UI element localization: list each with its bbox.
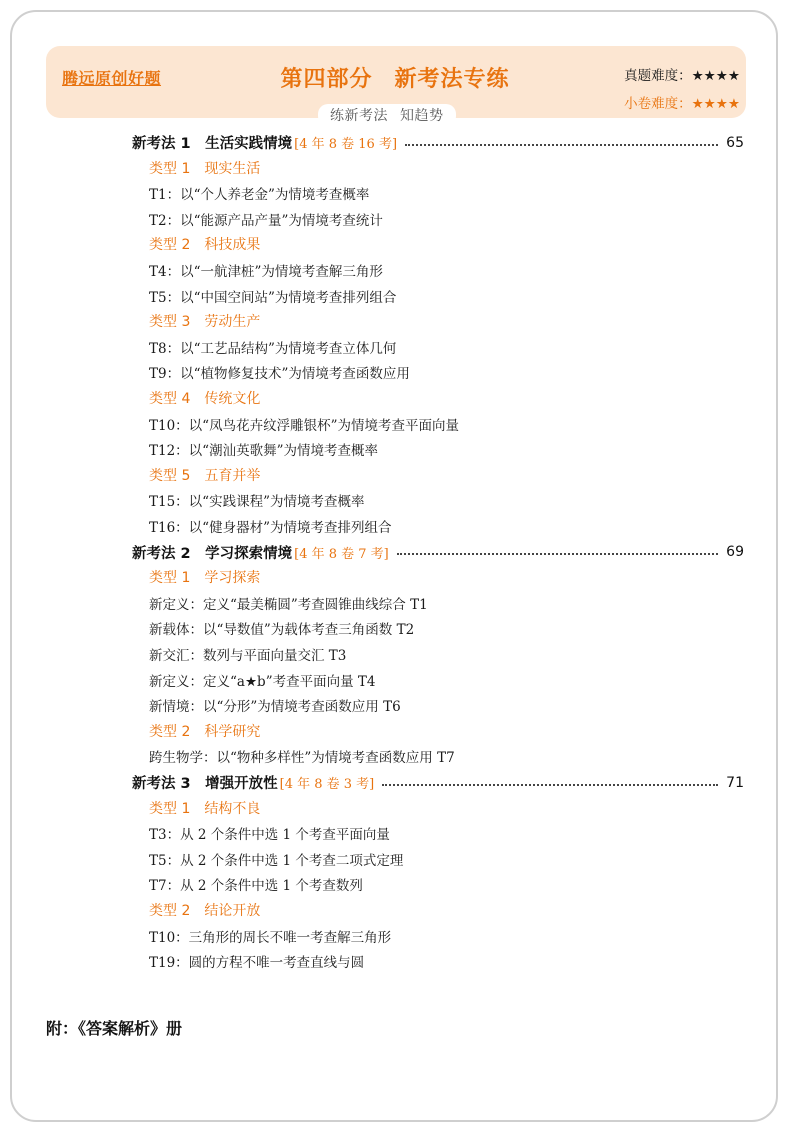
tagline <box>318 104 456 126</box>
tagline-part-1: 练新考法 <box>330 108 388 124</box>
toc-item: 新交汇：数列与平面向量交汇 T3 <box>149 648 347 664</box>
appendix-note: 附：《答案解析》册 <box>46 1019 183 1038</box>
toc-item: T2：以“能源产品产量”为情境考查统计 <box>149 212 383 229</box>
toc-type-heading: 类型 4 传统文化 <box>149 391 261 407</box>
toc-item: 新情境：以“分形”为情境考查函数应用 T6 <box>149 699 401 716</box>
toc-type-heading: 类型 2 科技成果 <box>149 237 261 254</box>
toc-type-heading: 类型 5 五育并举 <box>149 467 261 484</box>
part-label: 第四部分 <box>280 66 373 92</box>
leader-dots <box>382 784 718 786</box>
toc-type-heading: 类型 1 现实生活 <box>149 160 261 177</box>
toc-item: T1：以“个人养老金”为情境考查概率 <box>149 187 370 204</box>
toc-item: T12：以“潮汕英歌舞”为情境考查概率 <box>149 443 378 460</box>
toc-type-heading: 类型 3 劳动生产 <box>149 314 261 331</box>
page-number: 65 <box>726 134 744 151</box>
section-exam-count: [4 年 8 卷 7 考] <box>294 546 389 562</box>
toc-item: T8：以“工艺品结构”为情境考查立体几何 <box>149 340 397 357</box>
toc-type-heading: 类型 1 结构不良 <box>149 800 261 817</box>
page-number: 71 <box>726 774 744 791</box>
toc-type-heading: 类型 1 学习探索 <box>149 570 261 587</box>
toc-section-row[interactable] <box>132 132 744 153</box>
brand-label: 腾远原创好题 <box>62 69 162 88</box>
page-frame <box>10 10 778 1122</box>
toc-item: T16：以“健身器材”为情境考查排列组合 <box>149 520 392 536</box>
leader-dots <box>397 553 718 555</box>
toc-item: T4：以“一航津桩”为情境考查解三角形 <box>149 264 383 280</box>
toc-item: T10：以“凤鸟花卉纹浮雕银杯”为情境考查平面向量 <box>149 417 459 434</box>
real-difficulty: 真题难度：★★★★ <box>624 68 740 84</box>
section-exam-count: [4 年 8 卷 3 考] <box>279 777 375 792</box>
toc-item: 新定义：定义“最美椭圆”考查圆锥曲线综合 T1 <box>149 596 428 613</box>
tagline-part-2: 知趋势 <box>400 108 444 124</box>
toc-item: T5：以“中国空间站”为情境考查排列组合 <box>149 289 397 306</box>
section-title: 新考法 2 学习探索情境 <box>132 545 293 562</box>
toc-item: 新载体：以“导数值”为载体考查三角函数 T2 <box>149 622 415 639</box>
toc-item: T9：以“植物修复技术”为情境考查函数应用 <box>149 366 410 383</box>
toc-item: T10：三角形的周长不唯一考查解三角形 <box>149 929 392 946</box>
section-exam-count: [4 年 8 卷 16 考] <box>294 137 398 152</box>
toc-type-heading: 类型 2 结论开放 <box>149 903 261 919</box>
toc-item: T19：圆的方程不唯一考查直线与圆 <box>149 955 365 972</box>
toc-item: T5：从 2 个条件中选 1 个考查二项式定理 <box>149 852 404 869</box>
section-title: 新考法 1 生活实践情境 <box>132 136 293 152</box>
toc-type-heading: 类型 2 科学研究 <box>149 723 261 740</box>
toc-item: T15：以“实践课程”为情境考查概率 <box>149 494 365 511</box>
toc-item: 跨生物学：以“物种多样性”为情境考查函数应用 T7 <box>149 750 455 767</box>
small-difficulty: 小卷难度：★★★★ <box>624 96 740 112</box>
toc-section-row[interactable] <box>132 542 744 563</box>
section-title: 新考法 3 增强开放性 <box>132 776 278 792</box>
page-number: 69 <box>726 544 744 561</box>
toc-section-row[interactable] <box>132 772 744 793</box>
toc-item: T3：从 2 个条件中选 1 个考查平面向量 <box>149 827 390 844</box>
toc-item: T7：从 2 个条件中选 1 个考查数列 <box>149 878 363 895</box>
toc-item: 新定义：定义“a★b”考查平面向量 T4 <box>149 673 376 690</box>
leader-dots <box>405 144 718 146</box>
part-name: 新考法专练 <box>394 66 510 92</box>
